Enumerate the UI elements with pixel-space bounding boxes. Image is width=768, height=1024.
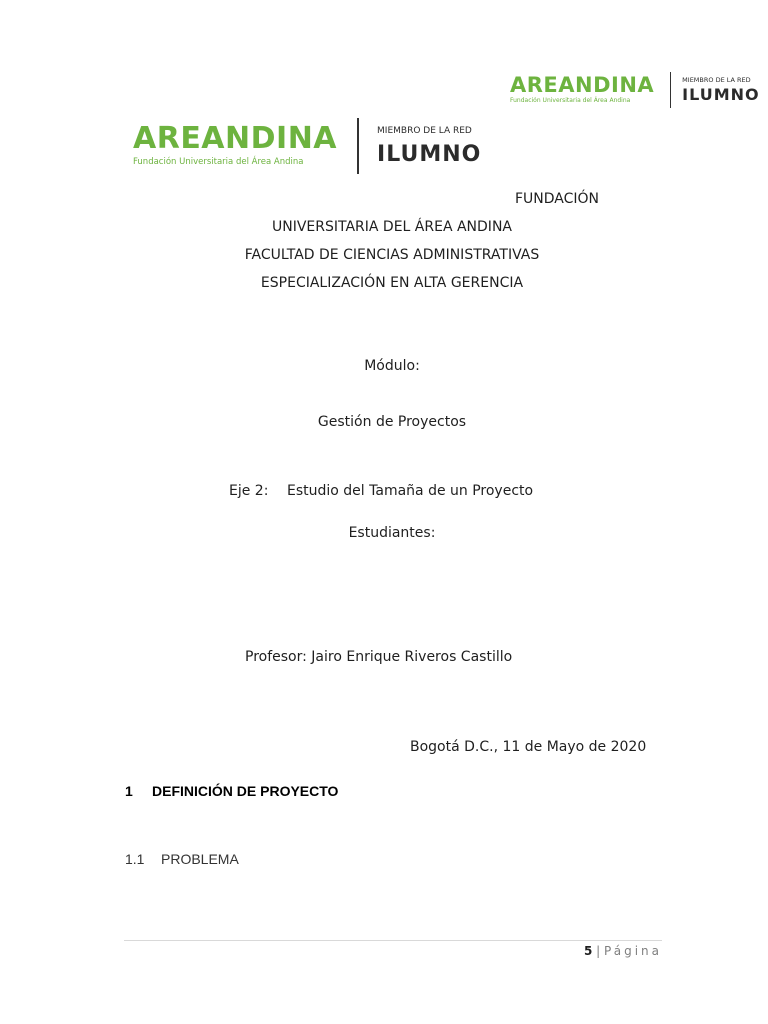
network-name: ILUMNO <box>377 141 482 167</box>
faculty-line: FACULTAD DE CIENCIAS ADMINISTRATIVAS <box>244 247 540 263</box>
brand-wordmark: AREANDINA <box>133 121 338 157</box>
section-1-1-number: 1.1 <box>125 851 145 867</box>
network-name: ILUMNO <box>682 85 760 105</box>
module-name: Gestión de Proyectos <box>317 414 467 430</box>
professor-line: Profesor: Jairo Enrique Riveros Castillo <box>245 649 513 665</box>
network-caption: MIEMBRO DE LA RED <box>682 75 751 84</box>
header-logo <box>510 72 760 108</box>
section-1-number: 1 <box>125 783 133 799</box>
place-date: Bogotá D.C., 11 de Mayo de 2020 <box>410 739 647 755</box>
institution-line-2: UNIVERSITARIA DEL ÁREA ANDINA <box>271 219 512 235</box>
areandina-logo <box>133 121 338 168</box>
footer-rule <box>124 940 662 941</box>
areandina-logo <box>510 75 654 105</box>
page-label: Página <box>604 944 662 958</box>
program-line: ESPECIALIZACIÓN EN ALTA GERENCIA <box>260 275 524 291</box>
brand-subtitle: Fundación Universitaria del Área Andina <box>510 97 631 105</box>
axis-label: Eje 2: <box>229 483 269 499</box>
logo-divider <box>670 72 671 108</box>
axis-title: Estudio del Tamaña de un Proyecto <box>287 483 534 499</box>
brand-wordmark: AREANDINA <box>510 73 655 98</box>
network-caption: MIEMBRO DE LA RED <box>377 125 472 136</box>
footer-separator: | <box>596 944 601 958</box>
page-footer <box>584 944 662 958</box>
brand-subtitle: Fundación Universitaria del Área Andina <box>133 157 304 168</box>
students-label: Estudiantes: <box>348 525 436 541</box>
ilumno-logo <box>682 77 759 104</box>
module-label: Módulo: <box>364 358 420 374</box>
ilumno-logo <box>377 127 481 166</box>
cover-logo <box>133 118 481 174</box>
section-1-title: DEFINICIÓN DE PROYECTO <box>152 783 339 799</box>
institution-line-1: FUNDACIÓN <box>515 191 600 207</box>
page-number: 5 <box>583 944 593 958</box>
section-1-1-title: PROBLEMA <box>161 851 239 867</box>
logo-divider <box>357 118 359 174</box>
